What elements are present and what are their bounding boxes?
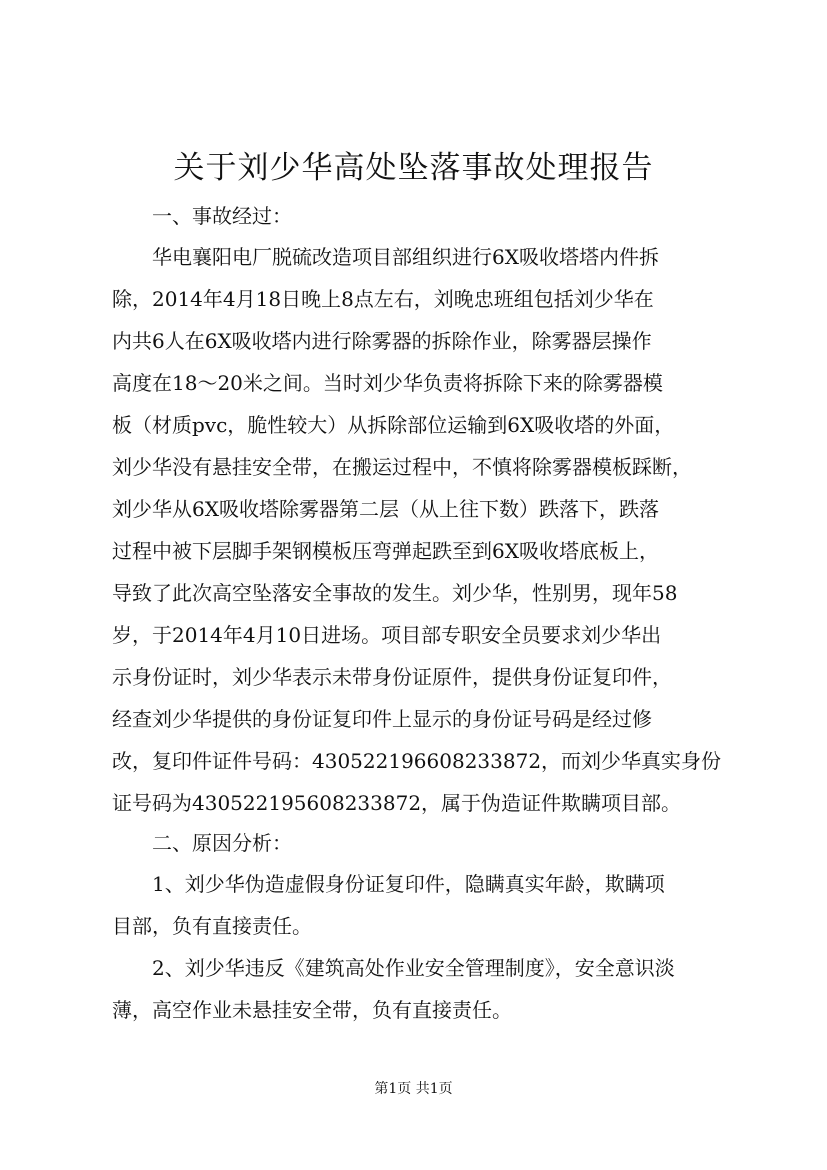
paragraph-line: 刘少华没有悬挂安全带，在搬运过程中，不慎将除雾器模板踩断， bbox=[112, 455, 692, 479]
paragraph-line: 经查刘少华提供的身份证复印件上显示的身份证号码是经过修 bbox=[112, 707, 652, 731]
paragraph-line: 岁，于2014年4月10日进场。项目部专职安全员要求刘少华出 bbox=[112, 623, 662, 647]
paragraph-line: 薄，高空作业未悬挂安全带，负有直接责任。 bbox=[112, 998, 512, 1022]
paragraph-line: 目部，负有直接责任。 bbox=[112, 914, 312, 938]
paragraph-line: 改，复印件证件号码：430522196608233872，而刘少华真实身份 bbox=[112, 749, 722, 773]
paragraph-line: 导致了此次高空坠落安全事故的发生。刘少华，性别男，现年58 bbox=[112, 581, 678, 605]
section-heading-accident: 一、事故经过： bbox=[152, 204, 292, 228]
paragraph-line: 示身份证时，刘少华表示未带身份证原件，提供身份证复印件， bbox=[112, 665, 672, 689]
paragraph-line: 刘少华从6X吸收塔除雾器第二层（从上往下数）跌落下，跌落 bbox=[112, 497, 659, 521]
paragraph-line: 证号码为430522195608233872，属于伪造证件欺瞒项目部。 bbox=[112, 791, 682, 815]
paragraph-line: 华电襄阳电厂脱硫改造项目部组织进行6X吸收塔塔内件拆 bbox=[152, 245, 659, 269]
paragraph-line: 过程中被下层脚手架钢模板压弯弹起跌至到6X吸收塔底板上， bbox=[112, 539, 659, 563]
document-title: 关于刘少华高处坠落事故处理报告 bbox=[173, 150, 654, 186]
paragraph-line: 1、刘少华伪造虚假身份证复印件，隐瞒真实年龄，欺瞒项 bbox=[152, 872, 665, 896]
paragraph-line: 2、刘少华违反《建筑高处作业安全管理制度》，安全意识淡 bbox=[152, 956, 675, 980]
page-number: 第1页 共1页 bbox=[374, 1081, 453, 1097]
paragraph-line: 板（材质pvc，脆性较大）从拆除部位运输到6X吸收塔的外面， bbox=[112, 413, 675, 437]
paragraph-line: 内共6人在6X吸收塔内进行除雾器的拆除作业，除雾器层操作 bbox=[112, 329, 652, 353]
paragraph-line: 高度在18～20米之间。当时刘少华负责将拆除下来的除雾器模 bbox=[112, 371, 663, 395]
paragraph-line: 除，2014年4月18日晚上8点左右，刘晚忠班组包括刘少华在 bbox=[112, 287, 654, 311]
section-heading-cause: 二、原因分析： bbox=[152, 831, 292, 855]
